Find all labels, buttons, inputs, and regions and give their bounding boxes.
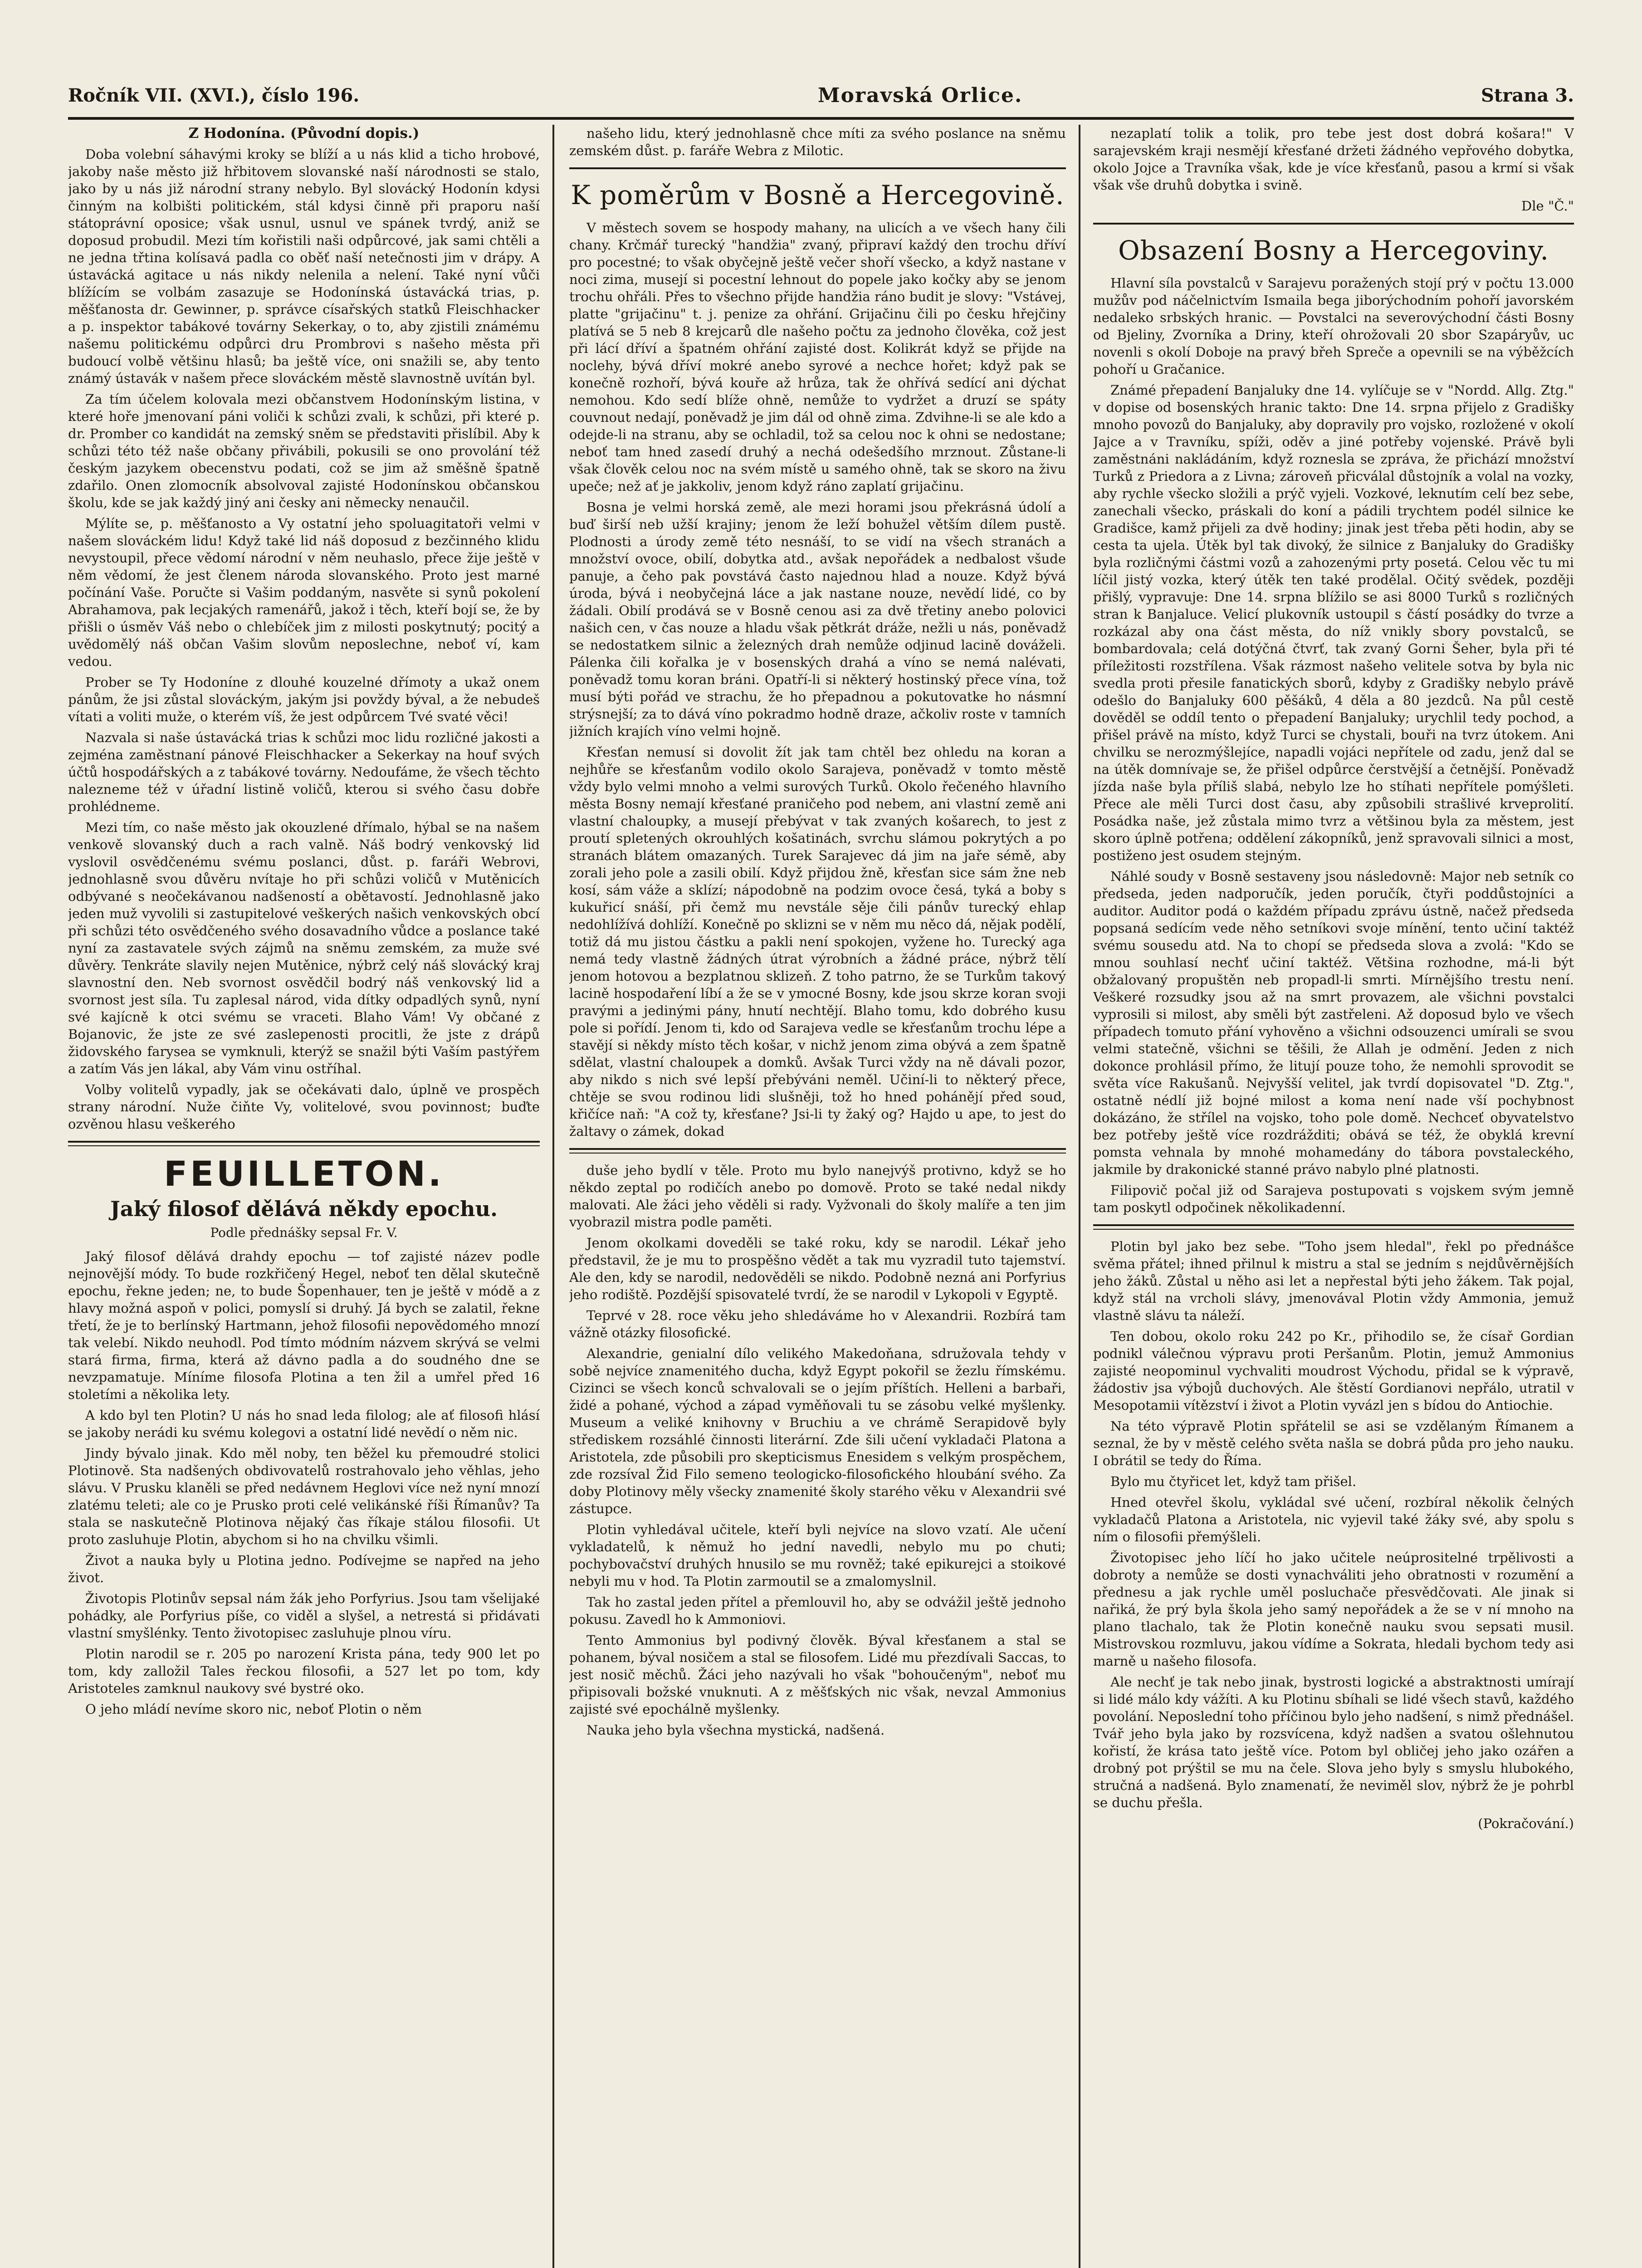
header-rule: [68, 117, 1574, 120]
article-body-bosna: [569, 219, 1066, 1140]
paragraph: Nauka jeho byla všechna mystická, nadšená.: [586, 1722, 885, 1738]
feuilleton-body: [569, 1162, 1066, 1739]
column-3: [1093, 125, 1574, 2268]
paragraph: Známé přepadení Banjaluky dne 14. vylíčuje se v "Nordd. Allg. Ztg." v dopise od bosenských hranic takto: Dne 14. srpna přijelo z Gradišky mnoho povozů do Banjaluky, aby dopravily pro vojsko, rozložené v okolí Jajce a v Travníku, spíži, oděv a jiné potřeby vojenské. Právě byli zaměstnáni nakládáním, když roznesla se zpráva, že přichází množství Turků z Priedora a z Livna; zároveň přicválal důstojník a volal na vozky, aby rychle všecko složili a prýč vyjeli. Vozkové, leknutím celí bez sebe, zanechali všecko, práskali do koní a pádili trychtem podél silnice ke Gradišce, kamž přijeli za dvě hodiny; jinak jest třeba pěti hodin, aby se cesta ta ujela. Útěk byl tak divoký, že silnice z Banjaluky do Gradišky byla rozličnými částmi vozů a zahozenými prty posetá. Celou věc tu mi líčil jistý vozka, který útěk ten také prodělal. Očitý svědek, později přišlý, vypravuje: Dne 14. srpna blížilo se asi 8000 Turků s rozličných stran k Banjaluce. Velicí plukovník ustoupil s částí posádky do tvrze a rozkázal aby ona část města, do níž vnikly sbory povstalců, se bombardovala; celá dotýčná čtvrť, tak zvaný Gorni Šeher, byla při té příležitosti rozstřílena. Však rázmost našeho velitele sotva by byla nic svedla proti přesile fanatických sborů, kdyby z Gradišky nebylo právě odešlo do Banjaluky 600 pěšáků, 4 děla a 80 jezdců. Na půl cestě dověděl se oddíl tento o přepadení Banjaluky; urychlil tedy pochod, a přišel právě na místo, když Turci se chystali, bouři na tvrz útokem. Ani chvilku se nerozmýšlejíce, napadli vojáci nepřítele od zadu, jenž dal se na útěk domnívaje se, že přišel odpůrce čerstvější a četnější. Poněvadž jízda naše byla příliš slabá, nebylo lze ho stíhati nepřítele pomýšleti. Přece ale měli Turci dost času, aby způsobili strašlivé krveprolití. Posádka naše, jež zůstala mimo tvrz a většinou byla za městem, jest skoro úplně potřena; oddělení zákopníků, jenž spravovali silnici a most, postiženo jest osudem stejným.: [1093, 382, 1574, 863]
paragraph: Jenom okolkami doveděli se také roku, kdy se narodil. Lékař jeho představil, že je mu to prospěšno vědět a tak mu vyzradil tuto tajemství. Ale den, kdy se narodil, nedověděli se nikdo. Podobně nezná ani Porfyrius jeho rodiště. Pozdější spisovatelé tvrdí, že se narodil v Lykopoli v Egyptě.: [569, 1235, 1066, 1302]
article-continuation: [569, 125, 1066, 159]
paragraph: Plotin byl jako bez sebe. "Toho jsem hledal", řekl po přednášce svěma přátel; ihned přilnul k mistru a stal se jedním s nejdůvěrnějších jeho žáků. Zůstal u něho asi let a nepřestal býti jeho žákem. Tak pojal, když stál na vrcholi slávy, jmenovával Plotin vždy Ammonia, jemuž vlastně slávu ta náleží.: [1093, 1239, 1574, 1323]
paragraph: Ale nechť je tak nebo jinak, bystrosti logické a abstraktnosti umírají si lidé málo kdy vážíti. A ku Plotinu sbíhali se lidé všech stavů, každého povolání. Neposlední toho příčinou bylo jeho nadšení, s nimž přednášel. Tvář jeho byla jako by rozsvícena, když nadšen a svatou ošlehnutou kořistí, že krása tato ještě více. Potom byl obličej jeho jako ozářen a drobný pot prýštil se mu na čele. Slova jeho byly s smyslu hlubokého, stručná a nadšená. Bylo znamenatí, že neviměl slov, nýbrž že je pohrbl se duchu přešla.: [1093, 1674, 1574, 1810]
paragraph: Tak ho zastal jeden přítel a přemlouvil ho, aby se odvážil ještě jednoho pokusu. Zavedl ho k Ammoniovi.: [569, 1594, 1066, 1627]
paragraph: Plotin narodil se r. 205 po narození Krista pána, tedy 900 let po tom, kdy zalložil Tales řeckou filosofii, a 527 let po tom, kdy Aristoteles zamknul naukovy své bystré oko.: [68, 1646, 540, 1696]
column-2: [569, 125, 1066, 2268]
article-heading-obsazeni: Obsazení Bosny a Hercegoviny.: [1118, 235, 1549, 266]
column-divider: [552, 125, 554, 2268]
paragraph: O jeho mládí nevíme skoro nic, neboť Plotin o něm: [85, 1701, 422, 1717]
paragraph: Bosna je velmi horská země, ale mezi horami jsou překrásná údolí a buď širší neb užší krajiny; jenom že leží bohužel větším dílem pustě. Plodnosti a úrody země této nesnáší, to se vidí na všech stranách a množství ovoce, obilí, dobytka atd., avšak nepořádek a nedbalost všude panuje, a čeho pak povstává často najednou hlad a nouze. Když bývá úroda, bývá i neobyčejná láce a jak nastane nouze, nevědí lidé, co by žádali. Obilí prodává se v Bosně cenou asi za dvě třetiny anebo polovici našich cen, v čas nouze a hladu však pětkrát dráže, nežli u nás, poněvadž se nedostatkem silnic a železných drah nemůže odjinud lacině dováželi. Pálenka čili kořalka je v bosenských drahá a víno se nemá nalévati, poněvadž tomu koran bráni. Opatří-li si některý hostinský přece vína, tož musí býti pořád ve strachu, že ho přepadnou a pokutovatke ho násmní strýsnejší; za to dává víno pokradmo hodně draze, ačkoliv roste v tamních jižních krajích víno velmi hojně.: [569, 499, 1066, 739]
paragraph: Hned otevřel školu, vykládal své učení, rozbíral několik čelných vykladačů Platona a Aristotela, nic vyjevil také žáky své, aby spolu s ním o filosofii přemýšleli.: [1093, 1495, 1574, 1545]
article-dateline: Z Hodonína. (Původní dopis.): [188, 125, 420, 142]
feuilleton-body: [68, 1248, 540, 1718]
feuilleton-separator: [569, 1148, 1066, 1154]
article-body-hodonin: [68, 146, 540, 1133]
masthead-title: Moravská Orlice.: [817, 83, 1023, 107]
paragraph: Teprvé v 28. roce věku jeho shledáváme ho v Alexandrii. Rozbírá tam vážně otázky filosofické.: [569, 1308, 1066, 1340]
paragraph: našeho lidu, který jednohlasně chce míti za svého poslance na sněmu zemském důst. p. faráře Webra z Milotic.: [569, 126, 1066, 158]
feuilleton-heading: Jaký filosof dělává někdy epochu.: [110, 1197, 498, 1221]
paragraph: Jaký filosof dělává drahdy epochu — tof zajisté název podle nejnovější módy. To bude rozkřičený Hegel, neboť ten dělal skutečně epochu, řekne jeden; ne, to bude Šopenhauer, ten je ještě v módě a z hlavy možná aspoň v polici, pomyslí si druhý. Já bych se zalatil, řekne třetí, že je to berlínský Hartmann, jehož filosofii nepovědomého mnozí tak velebí. Nikdo neuhodl. Pod tímto módním názvem skrývá se velmi stará firma, firma, která až dávno padla a do soudného dne se nevzpamatuje. Míníme filosofa Plotina a ten žil a umřel před 16 stoletími a několika lety.: [68, 1249, 540, 1402]
feuilleton-separator: [1093, 1224, 1574, 1230]
column-divider: [1079, 125, 1080, 2268]
column-1: [68, 125, 540, 2268]
page-header: [68, 77, 1574, 113]
paragraph: Ten dobou, okolo roku 242 po Kr., přihodilo se, že císař Gordian podnikl válečnou výpravu proti Peršanům. Plotin, jemuž Ammonius zajisté neopominul vychvaliti moudrost Východu, přidal se k výpravě, žádostiv jsa výbojů duchových. Ale štěstí Gordianovi nepřálo, utratil v Mesopotamii vítězství i život a Plotin vyvázl jen s bídou do Antiochie.: [1093, 1329, 1574, 1413]
article-signature: Dle "Č.": [1521, 198, 1574, 214]
section-separator: [569, 167, 1066, 169]
issue-info: Ročník VII. (XVI.), číslo 196.: [68, 84, 360, 106]
paragraph: Životopis Plotinův sepsal nám žák jeho Porfyrius. Jsou tam všelijaké pohádky, ale Porfyrius píše, co viděl a slyšel, a netrestá si přidávati vlastní smyšlénky. Tento životopisec zasluhuje plnou víru.: [68, 1591, 540, 1641]
paragraph: Náhlé soudy v Bosně sestaveny jsou následovně: Major neb setník co předseda, jeden nadporučík, jeden poručík, čtyři poddůstojníci a auditor. Auditor podá o každém případu zprávu ústně, načež předseda popsaná sedícím vede něho setníkovi svoje mínění, tento učiní taktéž svému sousedu atd. Na to chopí se předseda slova a zvolá: "Kdo se mnou souhlasí nechť učiní taktéž. Většina rozhodne, má-li být obžalovaný propuštěn neb propadl-li smrti. Mírnějšího trestu není. Veškeré rozsudky jsou až na smrt provazem, ale všichni povstalci vyprosili si milost, aby směli být zastřeleni. Až doposud bylo ve všech případech tomuto přání vyhověno a všichni odsouzenci umírali se svou velmi statečně, všichni se těšili, že Allah je odmění. Jeden z nich dokonce prohlásil přímo, že litují pouze toho, že nemohli sprovodit se světa více Rakušanů. Nejvyšší velitel, jak tvrdí dopisovatel "D. Ztg.", ostatně nédlí již bojné milost a koma není nade vší pochybnost dokázáno, že střílel na vojsko, toho pole domě. Nechceť obyvatelstvo bez potřeby ještě více rozdrážditi; obává se též, že obyklá krevní pomsta vehnala by mnohé mohamedány do tábora povstaleckého, jakmile by drakonické stanné právo nabylo plné platnosti.: [1093, 869, 1574, 1177]
paragraph: Mýlíte se, p. měšťanosto a Vy ostatní jeho spoluagitatoři velmi v našem slováckém lidu! Když také lid náš doposud z bezčinného klidu nevystoupil, přece vědomí národní v něm neuhaslo, přece žije ještě v něm vědomí, že jest členem národa slovanského. Proto jest marné počínání Vaše. Poručte si Vašim poddaným, nasvěte si synů pokolení Abrahamova, pak lecjakých ramenářů, jakož i těch, kteří bojí se, že by přišli o úsměv Váš nebo o chlebíček jim z milosti poskytnutý; pocitý a uvědomělý náš občan Vašim slovům neposlechne, neboť ví, kam vedou.: [68, 516, 540, 669]
section-separator: [68, 1141, 540, 1146]
paragraph: Plotin vyhledával učitele, kteří byli nejvíce na slovo vzatí. Ale učení vykladatelů, k němuž ho jední navedli, nebylo mu po chuti; pochybovačství druhých hnusilo se mu rovněž; také epikurejci a stoikové nebyli mu v hod. Ta Plotin zarmoutil se a zmalomyslnil.: [569, 1522, 1066, 1589]
page-number: Strana 3.: [1481, 84, 1574, 106]
paragraph: Na této výpravě Plotin spřátelil se asi se vzdělaným Římanem a seznal, že by v městě celého světa našla se dobrá půda pro jeho nauku. I obrátil se tedy do Říma.: [1093, 1418, 1574, 1468]
paragraph: Bylo mu čtyřicet let, když tam přišel.: [1110, 1474, 1357, 1489]
paragraph: Filipovič počal již od Sarajeva postupovati s vojskem svým jemně tam poskytl odpočinek několikadenní.: [1093, 1183, 1574, 1215]
article-heading-bosna: K poměrům v Bosně a Hercegovině.: [571, 180, 1065, 210]
paragraph: duše jeho bydlí v těle. Proto mu bylo nanejvýš protivno, když se ho někdo zeptal po rodičích anebo po domově. Proto se také nedal nikdy malovati. Ale žáci jeho věděli si rady. Vyžvonali do školy malíře a ten jim vyobrazil mistra podle paměti.: [569, 1163, 1066, 1230]
feuilleton-body: [1093, 1238, 1574, 1811]
paragraph: Tento Ammonius byl podivný člověk. Býval křesťanem a stal se pohanem, býval nosičem a stal se filosofem. Lidé mu přezdívali Saccas, to jest nosič měchů. Žáci jeho nazývali ho však "bohoučeným", neboť mu připisovali božské vnuknuti. A z měšťských nic však, nevzal Ammonius zajisté své epochálně myšlenky.: [569, 1633, 1066, 1717]
feuilleton-byline: Podle přednášky sepsal Fr. V.: [210, 1225, 398, 1240]
paragraph: Volby volitelů vypadly, jak se očekávati dalo, úplně ve prospěch strany národní. Nuže čiňte Vy, volitelové, svou povinnost; buďte ozvěnou hlasu veškerého: [68, 1082, 540, 1132]
paragraph: Jindy bývalo jinak. Kdo měl noby, ten běžel ku přemoudré stolici Plotinově. Sta nadšených obdivovatelů rostrahovalo jeho věhlas, jeho slávu. V Prusku klaněli se před nedávnem Heglovi více než nyní mnozí zlatému teleti; ale co je Prusko proti celé velikánské říši Římanův? Ta stala se naskutečně Plotinova nějaký čas říkaje stálou filosofii. Ut proto zasluhuje Plotin, abychom si ho na chvilku všimli.: [68, 1446, 540, 1547]
paragraph: Životopisec jeho líčí ho jako učitele neúprositelné trpělivosti a dobroty a nemůže se dosti vynachváliti jeho obratnosti v rozumění a přednesu a jak rychle uměl posluchače přesvědčovati. Ale jinak si nařiká, že prý byla škola jeho samý nepořádek a že se v ní mnoho na plano tlachalo, tak že Plotin konečně nauku svou sepsati musil. Mistrovskou rozmluvu, jakou vídíme a Sokrata, hledali bychom tedy asi marně u našeho filosofa.: [1093, 1550, 1574, 1669]
paragraph: V městech sovem se hospody mahany, na ulicích a ve všech hany čili chany. Krčmář turecký "handžia" zvaný, připraví každý den trochu dříví pro pocestné; to však obyčejně ještě večer shoří všecko, a když nastane v noci zima, musejí si pocestní lehnout do popele jako kočky aby se jenom trochu ohřáli. Přes to všechno přijde handžia ráno budit je slovy: "Vstávej, platte "grijačinu" t. j. penize za ohřání. Grijačinu čili po česku hřejčiny platívá se 5 neb 8 krejcarů dle našeho počtu za jednoho člověka, což jest při lácí dříví a špatném ohřání zajisté dost. Kolikrát když se přijde na noclehy, bývá dříví mokré anebo syrové a nechce hořet; když pak se konečně rozhoří, bývá kouře až hrůza, tak že ohřívá sedící ani dýchat nemohou. Kdo sedí blíže ohně, nemůže to vydržet a druzí se spáty couvnout nedají, poněvadž je jim dál od ohně zima. Zdvihne-li se ale kdo a odejde-li na stranu, aby se ochladil, tož sa celou noc k ohni se nedostane; neboť tam hned zasedí druhý a nechá odešedšího mrznout. Zůstane-li však člověk celou noc na svém místě u samého ohně, tak se skoro na živu upeče; než ať je jakkoliv, jenom když ráno zaplatí grijačinu.: [569, 220, 1066, 494]
continued-note: (Pokračování.): [1478, 1816, 1574, 1831]
feuilleton-title: FEUILLETON.: [164, 1154, 444, 1194]
paragraph: Křesťan nemusí si dovolit žít jak tam chtěl bez ohledu na koran a nejhůře se křesťanům vodilo okolo Sarajeva, poněvadž v tomto městě vždy bylo velmi mnoho a velmi surových Turků. Okolo řečeného hlavního města Bosny nemají křesťané praničeho pod nebem, ani vlastní země ani vlastní chaloupky, a musejí přebývat v tak zvaných košarech, to jest z proutí spletených okrouhlých košatinách, svrchu slámou pokrytých a po stranách blátem omazaných. Turek Sarajevec dá jim na jaře sémě, aby zorali jeho pole a zasili obilí. Když přijdou žně, křesťan sice sám žne neb kosí, sám váže a sklízí; nápodobně na podzim ovoce česá, tyká a boby s kukuřicí snáší, při čemž mu nevstále sěje čili pánův turecký ehlap nedohlížívá dohlíží. Konečně po sklizni se v něm mu něco dá, nějak podělí, totiž dá mu jistou částku a pakli není spokojen, vyžene ho. Turecký aga nemá tedy vlastně žádných útrat výrobních a žádné práce, nýbrž tělí jenom hotovou a bezplatnou sklizeň. Z toho patrno, že se Turkům takový lacině hospodaření líbí a že se v ymocné Bosny, kde jsou skrze koran svoji pravými a jedinými pány, hnutí nechtějí. Blaho tomu, kdo dobrého kusu pole si pořídí. Jenom ti, kdo od Sarajeva vedle se křesťanům trochu lépe a stavějí si někdy místo těch košar, v nichž jenom zima obývá a zem špatně sdělat, vlastní chaloupek a domků. Avšak Turci vždy na ně dávali pozor, aby nikdo s nich své lepší přebýváni neměl. Učiní-li to některý přece, chtěje se svou rodinou lidi slušněji, tož ho hned pohánějí před soud, křičíce naň: "A což ty, křesťane? Jsi-li ty žaký og? Hajdo u ape, to jest do žaltavy o zámek, dokad: [569, 744, 1066, 1139]
paragraph: nezaplatí tolik a tolik, pro tebe jest dost dobrá košara!" V sarajevském kraji nesmějí křesťané držeti žádného vepřového dobytka, okolo Jojce a Travníka však, kde je více křesťanů, pasou a krmí si však však vše druhů dobytka i svině.: [1093, 126, 1574, 193]
paragraph: Nazvala si naše ústavácká trias k schůzi moc lidu rozličné jakosti a zejména zaměstnaní pánové Fleischhacker a Sekerkay na houf svých účtů hospodářských a z tabákové továrny. Nedoufáme, že všech těchto nalezneme též v úřadní listině voličů, kterou si svého času dobře prohlédneme.: [68, 730, 540, 814]
section-separator: [1093, 223, 1574, 225]
paragraph: Život a nauka byly u Plotina jedno. Podívejme se napřed na jeho život.: [68, 1553, 540, 1585]
paragraph: Prober se Ty Hodoníne z dlouhé kouzelné dřímoty a ukaž onem pánům, že jsi zůstal slováckým, jakým jsi povždy býval, a že nebudeš vítati a voliti muže, o kterém víš, že jest odpůrcem Tvé svaté věci!: [68, 675, 540, 724]
paragraph: Doba volební sáhavými kroky se blíží a u nás klid a ticho hrobové, jakoby naše město již hřbitovem slovanské naší národnosti se stalo, jako by u nás již národní strany nebylo. Byl slovácký Hodonín kdysi činným na kolbišti politickém, stál kdysi činně při praporu naší státoprávní oposice; však usnul, usnul ve spánek tvrdý, aniž se doposud probudil. Mezi tím kořistili naši odpůrcové, jak sami chtěli a ne jedna třtina kolísavá padla co oběť naší netečnosti jim v drápy. A ústavácká agitace u nás nikdy nelenila a nelení. Také nyní vůči blížícím se volbám zasazuje se Hodonínská ústavácká trias, p. měšťanosta dr. Gewinner, p. správce císařských statků Fleischhacker a p. inspektor tabákové továrny Sekerkay, o to, aby zjistili známému našemu politickému odpůrci dru Prombrovi s našeho města při budoucí volbě většinu hlasů; ba ještě více, oni snažili se, aby tento známý ústavák v našem přece slováckém městě slavnostně uvítán byl.: [68, 147, 540, 386]
article-body-obsazeni: [1093, 274, 1574, 1216]
paragraph: Hlavní síla povstalců v Sarajevu poražených stojí prý v počtu 13.000 mužův pod náčelnictvím Ismaila bega jiborýchodním pohoří javorském nedaleko srbských hranic. — Povstalci na severovýchodní části Bosny od Bjeliny, Zvorníka a Driny, kteří ohrožovali 20 sbor Szapáryův, uc novenli s okolí Doboje na pravý břeh Spreče a opevnili se na výběžcích pohoří u Gračanice.: [1093, 275, 1574, 377]
paragraph: Za tím účelem kolovala mezi občanstvem Hodonínským listina, v které hoře jmenovaní páni voliči k schůzi zvali, k schůzi, při které p. dr. Promber co kandidát na zemský sněm se představiti přislíbil. Aby k schůzi této též naše občany přivábili, pokusili se ono provolání též českým jazykem obecenstvu podati, což se jim až směšně špatně zdařilo. Onen zlomocník absolvoval zajisté Hodonínskou občanskou školu, kde se jak každý jiný ani česky ani německy nenaučil.: [68, 391, 540, 510]
paragraph: Mezi tím, co naše město jak okouzlené dřímalo, hýbal se na našem venkově slovanský duch a rach valně. Náš bodrý venkovský lid vyslovil osvědčenému svému poslanci, důst. p. faráři Webrovi, jednohlasně svou důvěru nvítaje ho při schůzi voličů v Mutěnicích odbývané s neočekávanou nadšeností a obětavostí. Jednohlasně jako jeden muž vyvolili si zastupitelové veškerých našich venkovských obcí při schůzi této osvědčeného svého dosavadního vůdce a poslance také nyní za zastavatele svých zájmů na sněmu zemském, za muže své důvěry. Tenkráte slavily nejen Mutěnice, nýbrž celý náš slovácký kraj slavnostní den. Neb svornost osvědčil bodrý náš venkovský lid a svornost jest síla. Tu zaplesal národ, vida dítky odpadlých synů, nyní své kajícně k otci svému se vraceti. Blaho Vám! Vy občané z Bojanovic, že jste ze své zaslepenosti procitli, že jste z drápů židovského farysea se vymknuli, kterýž se snažil býti Vaším pastýřem a zatím Vás jen lákal, aby Vám vinu ostříhal.: [68, 820, 540, 1076]
paragraph: Alexandrie, genialní dílo velikého Makedoňana, sdružovala tehdy v sobě nejvíce znamenitého ducha, když Egypt pokořil se žezlu římskému. Cizinci se všech konců schvalovali se o jejím příštích. Helleni a barbaři, židé a pohané, východ a západ vyměňovali tu se zásobu velké myšlenky. Museum a veliké knihovny v Bruchiu a ve chrámě Serapidově byly střediskem rozsáhlé činnosti literární. Zde šili učení vykladači Platona a Aristotela, zde působili pro skepticismus Enesidem s velkým prospěchem, zde rozsíval Žid Filo semeno teologicko-filosofického hloubání svého. Za doby Plotinovy měly všecky znamenité školy starého věku v Alexandrii své zástupce.: [569, 1346, 1066, 1516]
article-continuation: [1093, 125, 1574, 194]
paragraph: A kdo byl ten Plotin? U nás ho snad leda filolog; ale ať filosofi hlásí se jakoby nerádi ku svému kolegovi a ostatní lidé nevědí o něm nic.: [68, 1408, 540, 1440]
